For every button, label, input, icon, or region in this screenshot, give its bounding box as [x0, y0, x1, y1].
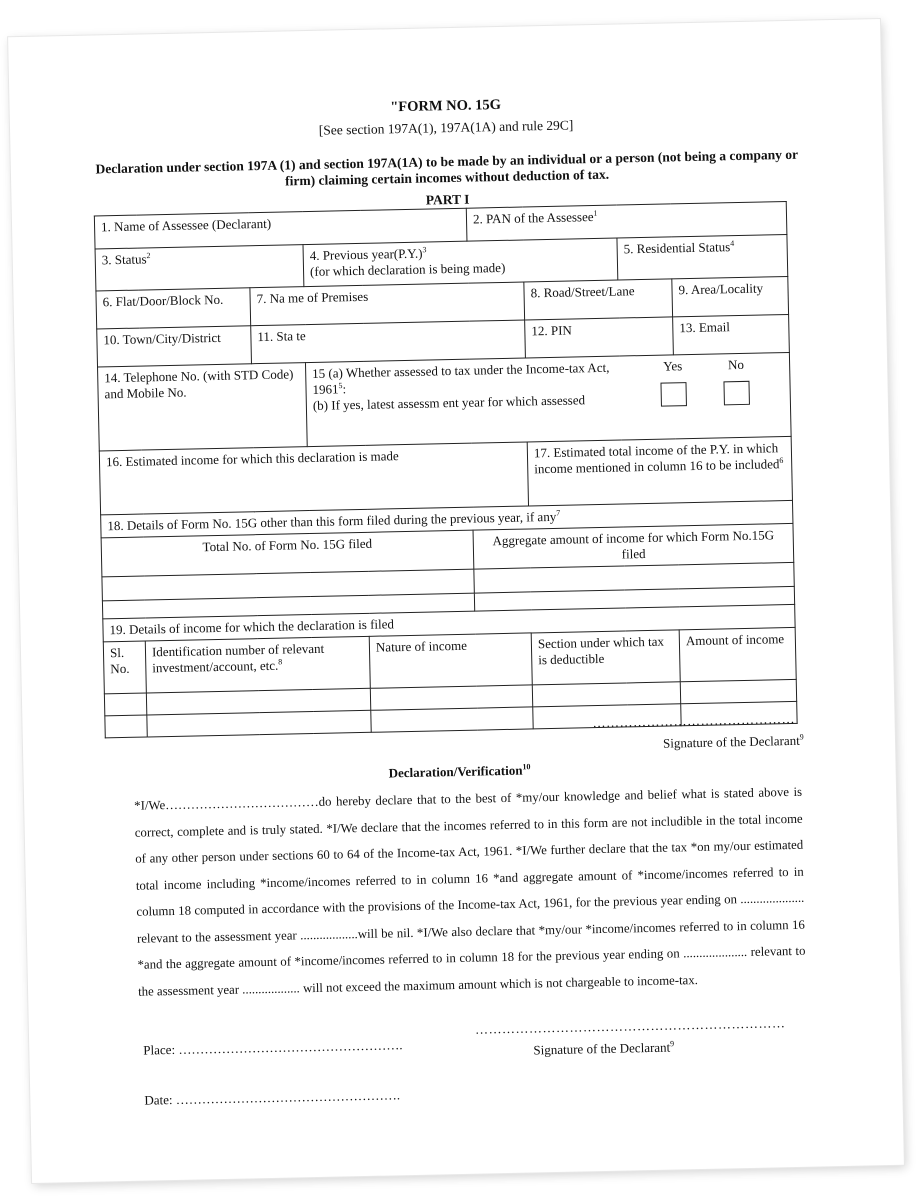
field-status[interactable]: 3. Status$^2$: [95, 245, 304, 291]
verification-text: *I/We………………………………do hereby declare that to the best of *my/our knowledge and belief what is stated above is correct, complete and is truly stated. *I/We declare that the incomes referred to in this form are not includible in the total income of any other person under sections 60 to 64 of the Income-tax Act, 1961. *I/We further declare that the tax *on my/our estimated total income including *income/incomes referred to in column 16 *and aggregate amount of *income/incomes referred to in column 18 computed in accordance with the provisions of the Income-tax Act, 1961, for the previous year ending on .................... relevant to the assessment year ..................will be nil. *I/We also declare that *my/our *income/incomes referred to in column 16 *and the aggregate amount of *income/incomes referred to in column 18 for the previous year ending on .................... relevant to the assessment year .................. will not exceed the maximum amount which is not chargeable to income-tax.: [134, 784, 806, 999]
field-residential-status[interactable]: 5. Residential Status$^4$: [617, 234, 788, 280]
input-sl-no[interactable]: [104, 693, 146, 716]
form-title: "FORM NO. 15G: [390, 96, 502, 116]
input-section[interactable]: [532, 682, 680, 707]
signature-label-bottom: Signature of the Declarant$^9$: [533, 1039, 675, 1058]
form-part-1-table: [94, 201, 798, 738]
field-estimated-total-income[interactable]: 17. Estimated total income of the P.Y. in which income mentioned in column 16 to be included$^6$: [527, 436, 792, 506]
signature-label-top: Signature of the Declarant$^9$: [662, 732, 804, 751]
field-road-street[interactable]: 8. Road/Street/Lane: [524, 279, 673, 320]
form-subtitle: [See section 197A(1), 197A(1A) and rule 29C]: [318, 117, 574, 138]
col-aggregate-amount: Aggregate amount of income for which Form No.15G filed: [473, 523, 794, 569]
date-row[interactable]: Date: …………………………………………….: [144, 1087, 401, 1108]
yes-checkbox[interactable]: [660, 382, 686, 407]
row-telephone-assessed: [98, 352, 792, 450]
signature-line-bottom[interactable]: ……………………………………………………………: [474, 1015, 786, 1037]
field-pan[interactable]: 2. PAN of the Assessee$^1$: [466, 201, 787, 241]
input-nature-of-income[interactable]: [371, 707, 533, 732]
field-telephone[interactable]: 14. Telephone No. (with STD Code) and Mobile No.: [98, 363, 308, 451]
input-sl-no[interactable]: [105, 715, 147, 738]
col-total-forms-filed: Total No. of Form No. 15G filed: [101, 530, 474, 577]
field-estimated-income[interactable]: 16. Estimated income for which this declaration is made: [99, 442, 528, 515]
verification-title: Declaration/Verification$^{10}$: [388, 762, 531, 781]
col-amount-of-income: Amount of income: [679, 627, 796, 681]
yes-no-boxes: [619, 352, 791, 440]
field-assessed-to-tax: 15 (a) Whether assessed to tax under the Income-tax Act, 1961$^5$: (b) If yes, latest assessm ent year for which assessed: [305, 356, 621, 447]
col-nature-of-income: Nature of income: [369, 633, 532, 688]
col-sl-no: Sl. No.: [103, 641, 146, 694]
field-state[interactable]: 11. Sta te: [251, 320, 526, 364]
col-section: Section under which tax is deductible: [531, 630, 680, 685]
yes-label: Yes: [663, 358, 683, 374]
field-email[interactable]: 13. Email: [673, 314, 790, 354]
field-previous-year[interactable]: 4. Previous $year(P.Y.)^3$ (for which declaration is being made): [303, 238, 618, 287]
field-details-other-forms: 18. Details of Form No. 15G other than this form filed during the previous year, if any$^7$: [101, 500, 793, 537]
signature-line-top[interactable]: ………………………………………: [592, 710, 796, 731]
form-15g-page: [8, 19, 904, 1183]
place-row[interactable]: Place: …………………………………………….: [143, 1037, 403, 1058]
field-name-of-premises[interactable]: 7. Na me of Premises: [250, 282, 525, 326]
no-checkbox[interactable]: [723, 381, 749, 406]
declaration-heading: Declaration under section 197A (1) and section 197A(1A) to be made by an individual or a person (not being a company or firm) claiming certain incomes without deduction of tax.: [95, 146, 799, 189]
part-title: PART I: [425, 191, 470, 208]
field-flat-door-block[interactable]: 6. Flat/Door/Block No.: [96, 288, 251, 329]
field-name-of-assessee[interactable]: 1. Name of Assessee (Declarant): [94, 208, 467, 249]
field-area-locality[interactable]: 9. Area/Locality: [672, 276, 789, 316]
input-identification-number[interactable]: [147, 710, 371, 737]
input-amount-of-income[interactable]: [680, 679, 796, 703]
no-label: No: [727, 356, 745, 373]
field-details-of-income: 19. Details of income for which the declaration is filed: [103, 604, 795, 641]
col-identification-number: Identification number of relevant investment/account, etc.$^8$: [145, 636, 370, 693]
field-pin[interactable]: 12. PIN: [525, 317, 674, 358]
field-town-city[interactable]: 10. Town/City/District: [97, 326, 252, 367]
